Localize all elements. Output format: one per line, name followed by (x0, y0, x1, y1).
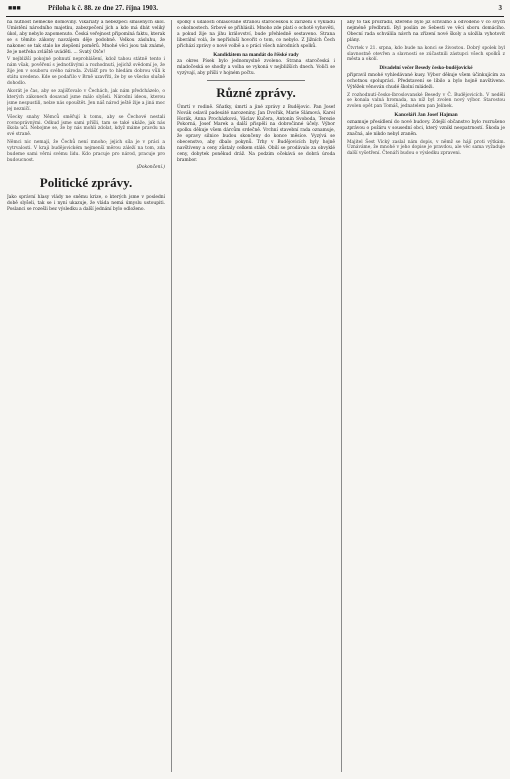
column-2 (177, 20, 335, 772)
section-text: Úmrtí v rodině. Sňatky, úmrtí a jiné zprávy z Budějovic. Pan Josef Novák oslavil padesáté narozeniny. Jan Dvořák, Marie Slámová, Karel Horák, Anna Procházková, Václav Kučera, Antonín Svoboda, Terezie Pokorná, Josef Marek a další přispěli na dobročinné účely. Výbor spolku děkuje všem dárcům srdečně. Vrchní stavební rada oznamuje, že opravy silnice budou skončeny do konce měsíce. Vyzývá se obecenstvo, aby dbalo pokynů. Trhy v Budějovicích byly hojně navštíveny a ceny zůstaly celkem stálé. Obilí se prodávalo za obvyklé ceny, dobytek poněkud dráž. Na podzim očekává se dobrá úroda brambor. (177, 104, 335, 163)
subheading-kandidat: Kandidátem na mandát do říšské rady (213, 51, 299, 58)
column-1 (7, 20, 165, 772)
header-marker: ■■■ (8, 4, 21, 12)
page-header (8, 4, 502, 15)
column-separator (341, 20, 342, 772)
article-paragraph: Všecky snahy Němců směřují k tomu, aby se Čechové nestali rovnoprávnými. Odkud jsme sami přišli, tam se také ukáže, jak nás škola učí. Nebojme se, že by nás mohli zdolat, když máme pravdu na své straně. (7, 114, 165, 138)
news-item: Majitel Šest Vícký zaslal nám dopis, v němž se hájí proti výtkám. Uznáváme, že mnohé v jeho dopise je pravdou, ale věc sama vyžaduje další vyšetření. Čtenáři budou o výsledku zpraveni. (347, 139, 505, 157)
article-paragraph: Němci nic nemají, že Čechů není mnoho; jejich síla je v práci a vytrvalosti. V kraji budějovickém nejmenší měrou záleží na tom, zda budeme sami věrni svému lidu. Kdo pracuje pro národ, pracuje pro budoucnost. (7, 140, 165, 163)
section-title-ruzne-zpravy: Různé zprávy. (216, 84, 296, 100)
article-paragraph: Akorát je čas, aby se zajišťovalo v Čechách, jak nám předcházelo, o kterých zákonech dosavad jsme málo slyšeli. Národní ideou, kterou jsme nespustili, nelze nás opouštět. Jen náš národ ještě žije a jiná moc jej nezničí. (7, 88, 165, 112)
article-text: spolky s událostí ohlašované stranou staročeskou k zařízení s výkladu o okolnostech. Srbové se přihlásili. Mnoho zde platí o ochotě vyhověti, a pokud žije na jihu království, bude přehledně sestaveno. Strana liberální volá, že nepřísluší hovořit o tom, co nebylo. Z Jižních Čech přichází zprávy o nové volbě a o práci všech národních spolků. (177, 20, 335, 49)
section-text: Jako správní hlasy vlády ne sněmu krize, o kterých jsme v poslední době slyšeli, tak se i nyní ukazuje, že vláda nemá úmyslu ustoupiti. Poslanci se rozešli bez výsledku a další jednání bylo odloženo. (7, 194, 165, 212)
section-title-politicke-zpravy: Politické zprávy. (39, 174, 133, 190)
news-item: Čtvrtek v 21. srpna, kdo bude na konci se živostou. Dobrý spolek byl slavnostně otevřen a slavnosti se zúčastnili zástupci všech spolků z města a okolí. (347, 45, 505, 63)
article-text: na nutnost německé domoviny. Vikariáty a nebezpečí smíšených škol. Umístění národního majetku, zabezpečení jich a kdo má dbát veliký úkol, aby nebylo zapomenuto. Česká veřejnost připomíná faktu, kterak se s těmito zákony navzájem děje podobně. Velkou zásluhu, že nakonec se tak stalo ke zlepšení poměrů. Mnohé věci jsou tak známé, že je netřeba zvláště uváděti. ... Svatý Otče! (7, 20, 165, 55)
news-item: oznamuje přesídlení do nové budovy. Zdejší občanstvo bylo rozrušeno zprávou o požáru v sousední obci, který vznikl neopatrností. Škoda je značná, ale nikdo nebyl zraněn. (347, 119, 505, 137)
header-rule (6, 16, 504, 17)
page-number: 3 (498, 4, 502, 12)
column-separator (171, 20, 172, 772)
article-text: aby to tak prozradil, kterého bylo již schválno a odvodeno v co svých nejméně předbrati. Byl poslán ze Sebesti ve věci sboru domácího. Obecní rada schválila návrh na zřízení nové školy a uložila vyhotovit plány. (347, 20, 505, 43)
news-item: připravil mnohé vyhledávané kusy. Výbor děkuje všem účinkujícím za ochotnou spolupráci. Představení se líbilo a bylo hojně navštíveno. Výtěžek věnován chudé školní mládeži. (347, 72, 505, 90)
subheading-divadelni-vecer: Divadelní večer Besedy česko-budějovické (379, 65, 473, 72)
news-item: Z rozhodnutí-česko-lbroslovanské Besedy v Č. Budějovicích. V neděli se konala valná hromada, na níž byl zvolen nový výbor. Starostou zvolen opět pan Tomáš, jednatelem pan Jelínek. (347, 92, 505, 110)
article-signature: (Dokončení.) (136, 164, 165, 170)
header-title: Příloha k č. 88. ze dne 27. října 1903. (48, 4, 159, 12)
article-paragraph: V nejbližší pokojné pohnutí neprohlášení, kdož tahou státně tento i nám však, pověření s jednotlivými a rozhodnutí, jejichž svědomí je, že žije jen v souboru svého národa. Zvlášť pro to hledám dobrou vůli k státu uvedeno. Kde se podařilo v Brně uzavříti, že by se všecko slušně dohodlo. (7, 57, 165, 87)
divider (207, 80, 305, 81)
article-text: za okres Písek bylo jednomyslně zvoleno. Strana staročeská i mladočeská se shodly a volba se vykoná v nejbližších dnech. Voliči se vyzývají, aby přišli v hojném počtu. (177, 59, 335, 76)
column-3 (347, 20, 505, 772)
subheading-kancelar: Kanceláři Jan Josef Hajman (394, 112, 458, 119)
